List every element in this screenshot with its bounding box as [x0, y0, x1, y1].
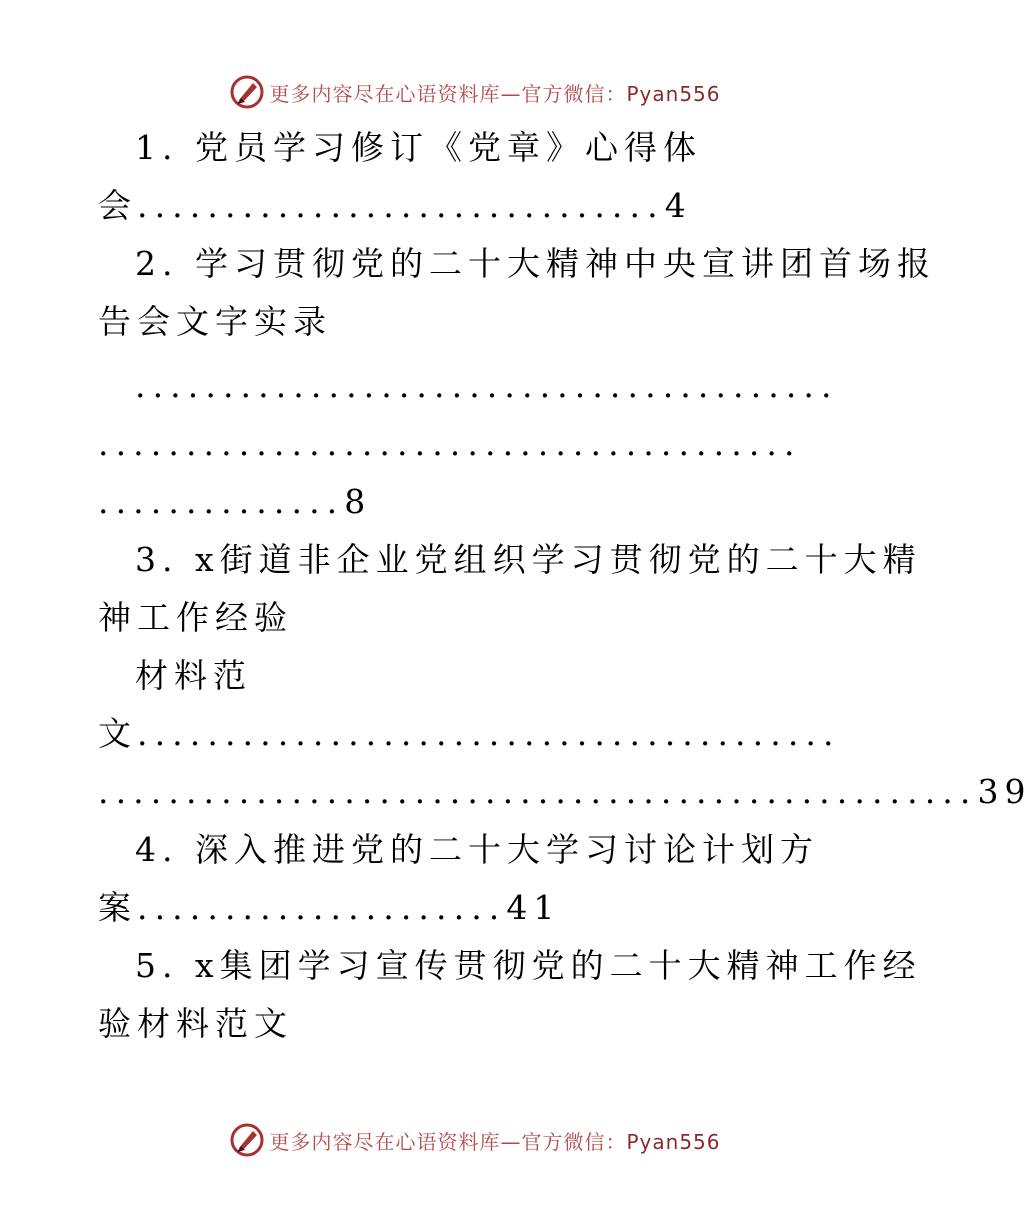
- toc-entry-2-leader-c: ..............8: [98, 482, 372, 521]
- watermark-wechat: Pyan556: [626, 81, 721, 106]
- toc-entry-2-title-cont: 告会文字实录: [98, 302, 332, 341]
- toc-entry-4-page: 41: [506, 888, 561, 927]
- watermark-text: 更多内容尽在心语资料库—官方微信：Pyan556: [269, 1129, 721, 1154]
- watermark-text: 更多内容尽在心语资料库—官方微信：Pyan556: [269, 81, 721, 106]
- watermark-wechat: Pyan556: [626, 1129, 721, 1154]
- toc-entry-3-leader-a: 文........................................: [98, 714, 841, 753]
- toc-entry-1-leader: 会..............................4: [98, 186, 692, 225]
- footer-watermark: [0, 1120, 950, 1160]
- toc-entry-1-page: 4: [664, 186, 692, 225]
- toc-entry-3-page: 39: [977, 772, 1032, 811]
- toc-entry-3-leader-b: ..................................................39: [98, 772, 1032, 811]
- toc-entry-3-title-cont2: 材料范: [135, 656, 252, 695]
- toc-entry-2-title: 2. 学习贯彻党的二十大精神中央宣讲团首场报: [135, 244, 936, 283]
- toc-entry-1-title: 1. 党员学习修订《党章》心得体: [135, 128, 702, 167]
- toc-entry-2-leader-b: ........................................: [98, 424, 802, 463]
- toc-entry-2-page: 8: [344, 482, 372, 521]
- toc-entry-2-leader-a: ........................................: [135, 366, 839, 405]
- toc-entry-5-title-cont: 验材料范文: [98, 1004, 293, 1043]
- toc-entry-4-title: 4. 深入推进党的二十大学习讨论计划方: [135, 830, 819, 869]
- pen-logo-icon: [229, 1122, 265, 1158]
- toc-entry-3-title: 3. x街道非企业党组织学习贯彻党的二十大精: [135, 540, 922, 579]
- toc-entry-4-leader: 案.....................41: [98, 888, 561, 927]
- toc-entry-5-title: 5. x集团学习宣传贯彻党的二十大精神工作经: [135, 946, 922, 985]
- toc-entry-3-title-cont: 神工作经验: [98, 598, 293, 637]
